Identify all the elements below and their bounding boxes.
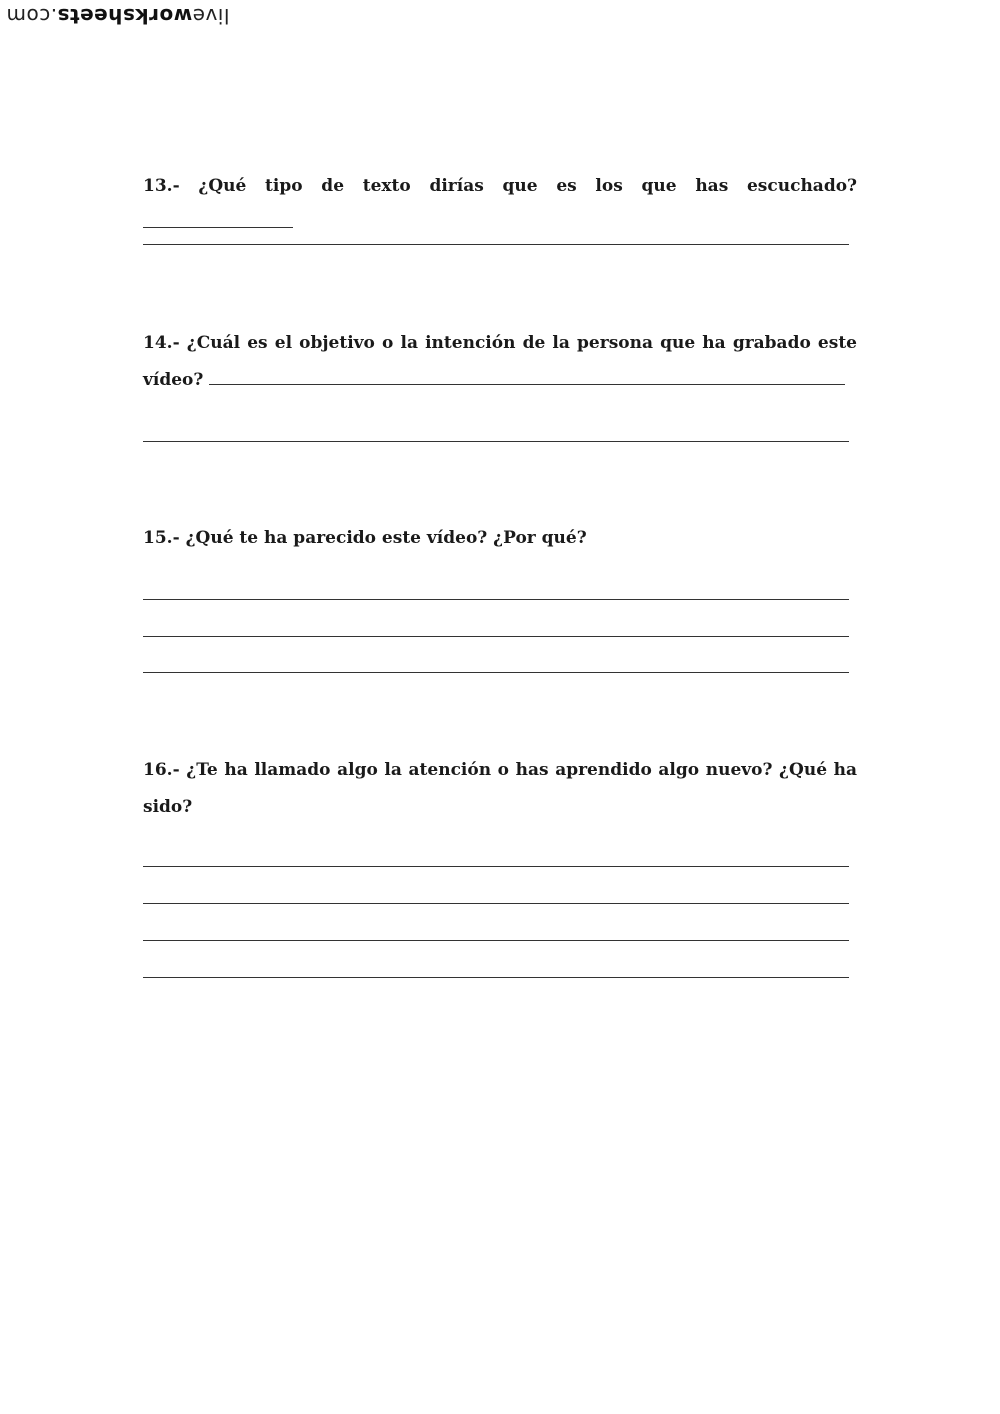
question-16 bbox=[143, 752, 857, 826]
question-text: ¿Te ha llamado algo la atención o has aprendido algo nuevo? ¿Qué ha sido? bbox=[143, 760, 857, 817]
answer-line[interactable] bbox=[143, 903, 849, 904]
answer-line[interactable] bbox=[143, 977, 849, 978]
question-text: ¿Cuál es el objetivo o la intención de la persona que ha grabado este vídeo? bbox=[143, 333, 857, 390]
answer-line[interactable] bbox=[143, 244, 849, 245]
watermark-logo bbox=[6, 4, 229, 28]
question-13 bbox=[143, 168, 857, 242]
watermark-suffix: .com bbox=[6, 4, 58, 28]
answer-line[interactable] bbox=[143, 940, 849, 941]
question-15 bbox=[143, 520, 857, 557]
question-number: 14.- bbox=[143, 333, 180, 353]
answer-line[interactable] bbox=[143, 672, 849, 673]
answer-line[interactable] bbox=[143, 599, 849, 600]
watermark-brand: worksheets bbox=[57, 4, 193, 28]
question-number: 13.- bbox=[143, 176, 180, 196]
answer-line[interactable] bbox=[143, 866, 849, 867]
question-number: 15.- bbox=[143, 528, 180, 548]
question-number: 16.- bbox=[143, 760, 180, 780]
answer-blank-inline[interactable] bbox=[143, 213, 293, 228]
question-14 bbox=[143, 325, 857, 399]
question-text: ¿Qué te ha parecido este vídeo? ¿Por qué? bbox=[185, 528, 587, 548]
answer-line[interactable] bbox=[143, 441, 849, 442]
question-text: ¿Qué tipo de texto dirías que es los que has escuchado? bbox=[198, 176, 858, 196]
watermark-prefix: live bbox=[192, 4, 230, 28]
answer-line[interactable] bbox=[143, 636, 849, 637]
answer-blank-inline[interactable] bbox=[209, 370, 845, 385]
